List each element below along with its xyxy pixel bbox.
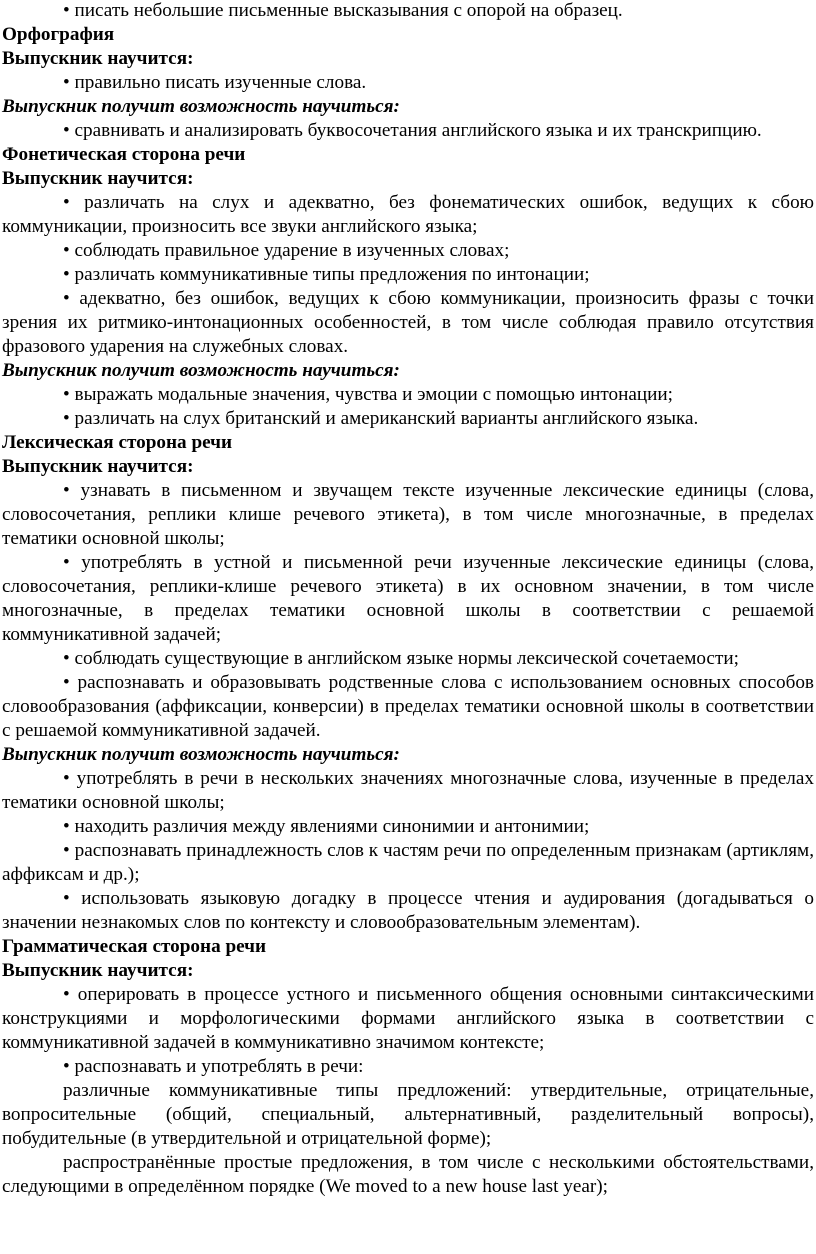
- paragraph-sentence-types: различные коммуникативные типы предложений: утвердительные, отрицательные, вопросительные (общий, специальный, альтернативный, разделительный вопросы), побудительные (в утвердительной и отрицательной форме);: [2, 1080, 814, 1149]
- bullet-item: • использовать языковую догадку в процессе чтения и аудирования (догадываться о значении незнакомых слов по контексту и словообразовательным элементам).: [2, 888, 814, 933]
- bullet-item: • соблюдать существующие в английском языке нормы лексической сочетаемости;: [63, 648, 739, 669]
- bullet-item: • различать на слух британский и американский варианты английского языка.: [63, 408, 699, 429]
- bullet-item: • выражать модальные значения, чувства и эмоции с помощью интонации;: [63, 384, 673, 405]
- bullet-item: • оперировать в процессе устного и письменного общения основными синтаксическими конструкциями и морфологическими формами английского языка в соответствии с коммуникативной задачей в коммуникативно значимом контексте;: [2, 984, 814, 1053]
- bullet-item: • адекватно, без ошибок, ведущих к сбою коммуникации, произносить фразы с точки зрения их ритмико-интонационных особенностей, в том числе соблюдая правило отсутствия фразового ударения на служебных словах.: [2, 288, 814, 357]
- subheading-will-learn: Выпускник научится:: [2, 168, 194, 189]
- bullet-item: • сравнивать и анализировать буквосочетания английского языка и их транскрипцию.: [63, 120, 762, 141]
- bullet-item: • распознавать и употреблять в речи:: [63, 1056, 364, 1077]
- subheading-will-learn: Выпускник научится:: [2, 960, 194, 981]
- paragraph-extended-sentences: распространённые простые предложения, в том числе с несколькими обстоятельствами, следующими в определённом порядке (We moved to a new house last year);: [2, 1152, 814, 1197]
- subheading-opportunity: Выпускник получит возможность научиться:: [2, 96, 400, 117]
- bullet-item: • различать на слух и адекватно, без фонематических ошибок, ведущих к сбою коммуникации, произносить все звуки английского языка;: [2, 192, 814, 237]
- bullet-item: • употреблять в устной и письменной речи изученные лексические единицы (слова, словосочетания, реплики-клише речевого этикета) в их основном значении, в том числе многозначные, в пределах тематики основной школы в соответствии с решаемой коммуникативной задачей;: [2, 552, 814, 645]
- bullet-item: • распознавать и образовывать родственные слова с использованием основных способов словообразования (аффиксации, конверсии) в пределах тематики основной школы в соответствии с решаемой коммуникативной задачей.: [2, 672, 814, 741]
- bullet-item: • правильно писать изученные слова.: [63, 72, 367, 93]
- subheading-will-learn: Выпускник научится:: [2, 456, 194, 477]
- section-heading-lexical: Лексическая сторона речи: [2, 432, 233, 453]
- bullet-item: • распознавать принадлежность слов к частям речи по определенным признакам (артиклям, аффиксам и др.);: [2, 840, 814, 885]
- bullet-item: • различать коммуникативные типы предложения по интонации;: [63, 264, 590, 285]
- bullet-item: • находить различия между явлениями синонимии и антонимии;: [63, 816, 590, 837]
- bullet-item: • соблюдать правильное ударение в изученных словах;: [63, 240, 510, 261]
- section-heading-phonetics: Фонетическая сторона речи: [2, 144, 246, 165]
- subheading-opportunity: Выпускник получит возможность научиться:: [2, 744, 400, 765]
- bullet-item: • употреблять в речи в нескольких значениях многозначные слова, изученные в пределах тематики основной школы;: [2, 768, 814, 813]
- bullet-writing-by-sample: • писать небольшие письменные высказывания с опорой на образец.: [63, 0, 623, 21]
- section-heading-grammar: Грамматическая сторона речи: [2, 936, 267, 957]
- bullet-item: • узнавать в письменном и звучащем тексте изученные лексические единицы (слова, словосочетания, реплики клише речевого этикета), в том числе многозначные, в пределах тематики основной школы;: [2, 480, 814, 549]
- subheading-will-learn: Выпускник научится:: [2, 48, 194, 69]
- section-heading-spelling: Орфография: [2, 24, 115, 45]
- subheading-opportunity: Выпускник получит возможность научиться:: [2, 360, 400, 381]
